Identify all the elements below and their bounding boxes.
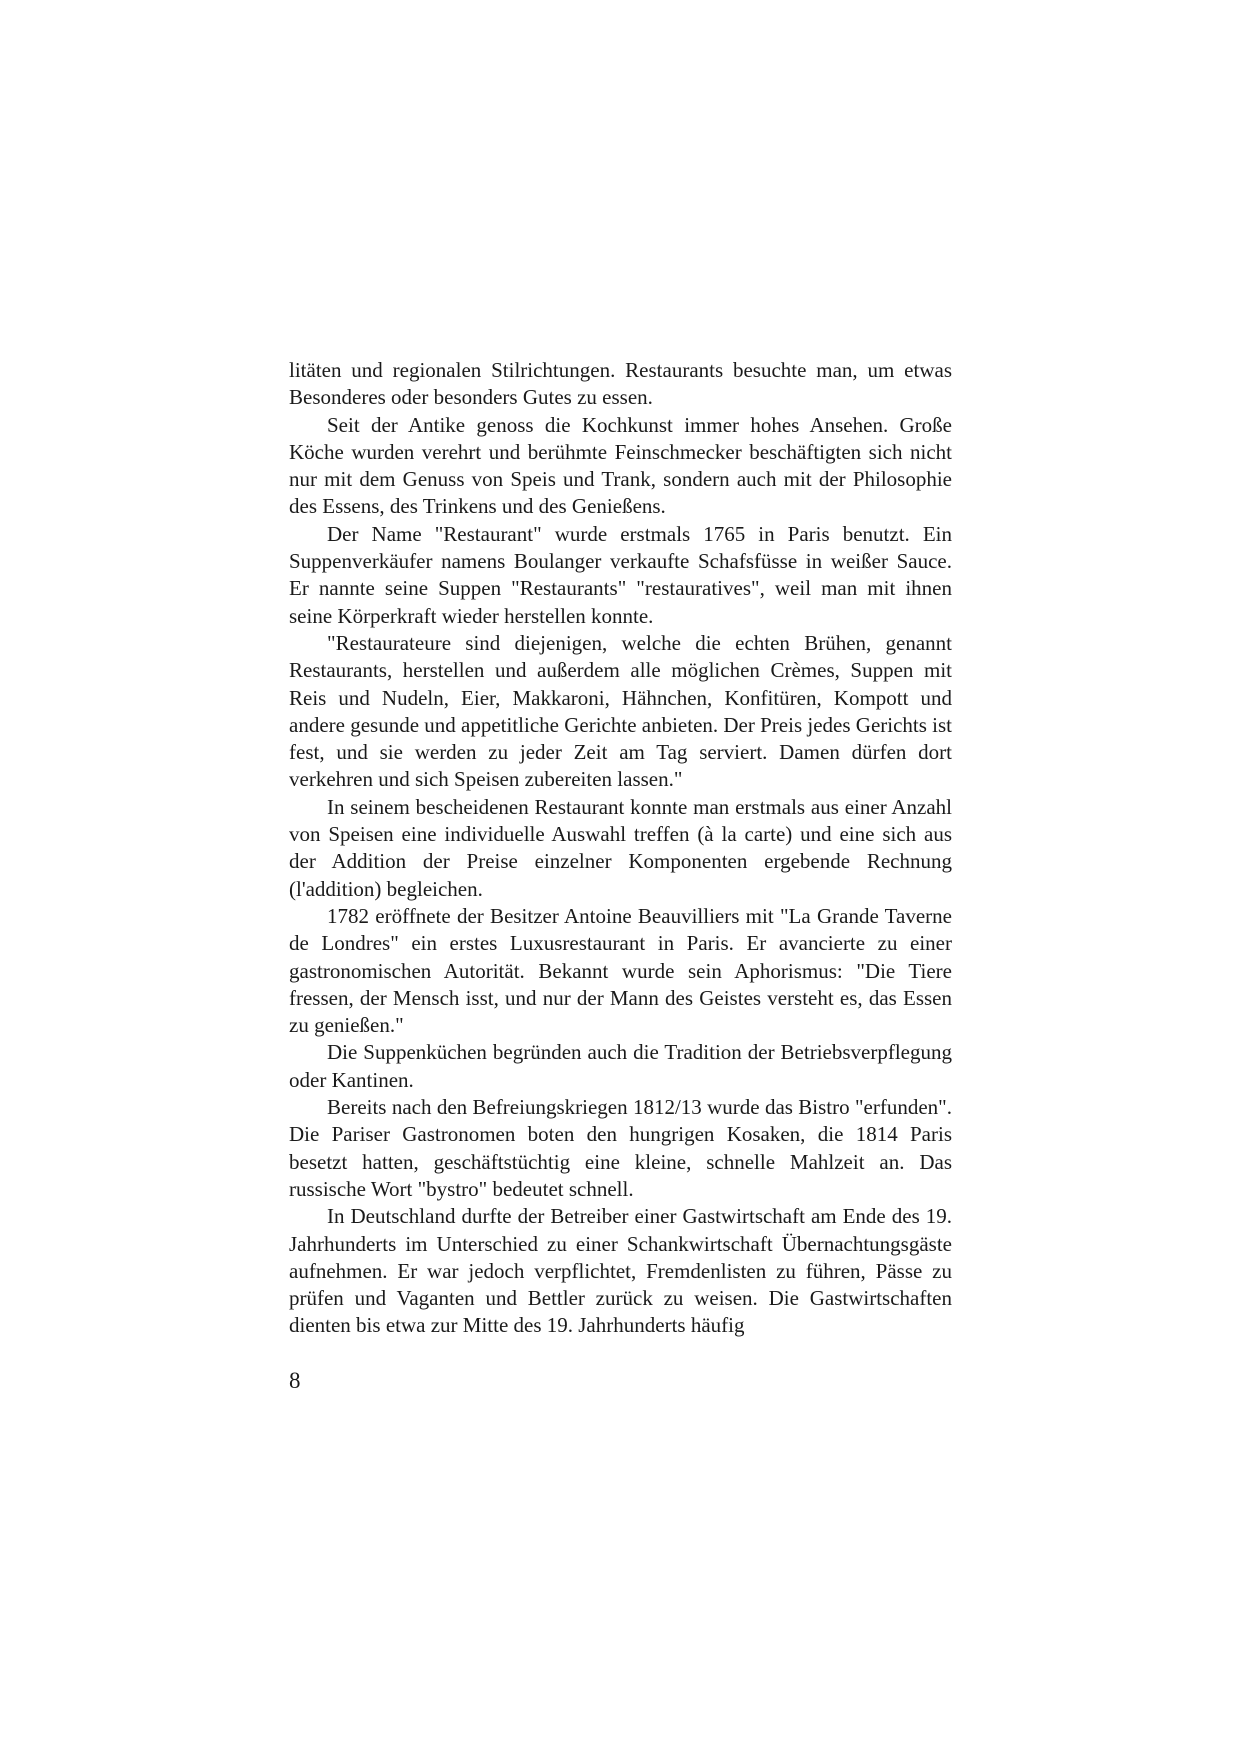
paragraph-a-la-carte: In seinem bescheidenen Restaurant konnte man erstmals aus einer Anzahl von Speisen eine individuelle Auswahl treffen (à la carte) und eine sich aus der Addition der Preise einzelner Komponenten ergebende Rechnung (l'addition) begleichen.	[289, 794, 952, 901]
page-number: 8	[289, 1368, 301, 1393]
paragraph-antike: Seit der Antike genoss die Kochkunst immer hohes Ansehen. Große Köche wurden verehrt und berühmte Feinschmecker beschäftigten sich nicht nur mit dem Genuss von Speis und Trank, sondern auch mit der Philosophie des Essens, des Trinkens und des Genießens.	[289, 412, 952, 519]
paragraph-beauvilliers: 1782 eröffnete der Besitzer Antoine Beauvilliers mit "La Grande Taverne de Londres" ein erstes Luxusrestaurant in Paris. Er avancierte zu einer gastronomischen Autorität. Bekannt wurde sein Aphorismus: "Die Tiere fressen, der Mensch isst, und nur der Mann des Geistes versteht es, das Essen zu genießen."	[289, 903, 952, 1038]
paragraph-bistro: Bereits nach den Befreiungskriegen 1812/13 wurde das Bistro "erfunden". Die Pariser Gastronomen boten den hungrigen Kosaken, die 1814 Paris besetzt hatten, geschäftstüchtig eine kleine, schnelle Mahlzeit an. Das russische Wort "bystro" bedeutet schnell.	[289, 1095, 952, 1201]
paragraph-restaurateure-quote: "Restaurateure sind diejenigen, welche die echten Brühen, genannt Restaurants, herstellen und außerdem alle möglichen Crèmes, Suppen mit Reis und Nudeln, Eier, Makkaroni, Hähnchen, Konfitüren, Kompott und andere gesunde und appetitliche Gerichte anbieten. Der Preis jedes Gerichts ist fest, und sie werden zu jeder Zeit am Tag serviert. Damen dürfen dort verkehren und sich Speisen zubereiten lassen."	[289, 630, 953, 792]
paragraph-continuation: litäten und regionalen Stilrichtungen. Restaurants besuchte man, um etwas Besonderes oder besonders Gutes zu essen.	[289, 358, 952, 410]
paragraph-gastwirtschaft: In Deutschland durfte der Betreiber einer Gastwirtschaft am Ende des 19. Jahrhunderts im Unterschied zu einer Schankwirtschaft Übernachtungsgäste aufnehmen. Er war jedoch verpflichtet, Fremdenlisten zu führen, Pässe zu prüfen und Vaganten und Bettler zurück zu weisen. Die Gastwirtschaften dienten bis etwa zur Mitte des 19. Jahrhunderts häufig	[289, 1204, 952, 1338]
paragraph-name-restaurant: Der Name "Restaurant" wurde erstmals 1765 in Paris benutzt. Ein Suppenverkäufer namens Boulanger verkaufte Schafsfüsse in weißer Sauce. Er nannte seine Suppen "Restaurants" "restauratives", weil man mit ihnen seine Körperkraft wieder herstellen konnte.	[289, 521, 952, 628]
paragraph-suppenkuechen: Die Suppenküchen begründen auch die Tradition der Betriebsverpflegung oder Kantinen.	[289, 1040, 952, 1092]
body-text	[289, 357, 952, 1340]
